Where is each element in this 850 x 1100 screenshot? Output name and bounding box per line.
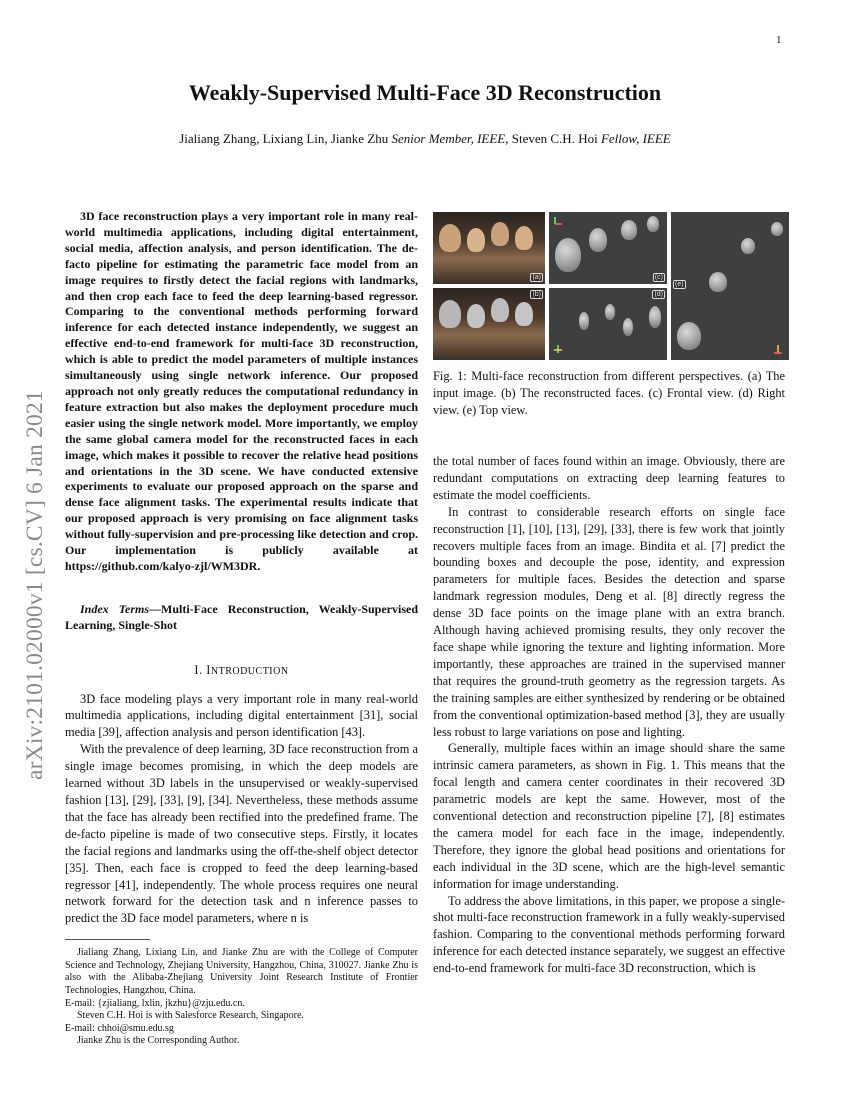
face-mesh (605, 304, 615, 320)
reconstructed-image (433, 288, 545, 360)
right-view (549, 288, 667, 360)
panel-label-a: (a) (532, 274, 541, 281)
footnote-line: Jialiang Zhang, Lixiang Lin, and Jianke Zhu are with the College of Computer Science and Technology, Zhejiang University, Hangzhou, China, 310027. Jianke Zhu is also with the Alibaba-Zhejiang University Joint Research Institute of Frontier Technologies, Hangzhou, China. (65, 947, 418, 997)
author-list (40, 131, 810, 147)
figure-1 (433, 212, 789, 362)
author-names-2: , Steven C.H. Hoi (505, 131, 601, 146)
axis-icon (553, 344, 563, 354)
panel-label-e: (e) (675, 281, 684, 288)
axis-icon (773, 344, 783, 354)
intro-paragraph: 3D face modeling plays a very important role in many real-world multimedia applications, including digital entertainment [31], social media [39], affection analysis and person identification [43]. (65, 691, 418, 740)
face-photo (491, 222, 509, 246)
footnote (65, 947, 418, 1048)
index-terms-text: —Multi-Face Reconstruction, Weakly-Supervised Learning, Single-Shot (65, 601, 418, 632)
section-number: I. I (194, 662, 211, 677)
page-number: 1 (776, 34, 782, 46)
index-terms (65, 602, 418, 634)
author-names-1: Jialiang Zhang, Lixiang Lin, Jianke Zhu (179, 131, 392, 146)
section-heading (65, 662, 418, 681)
body-paragraph: Generally, multiple faces within an image should share the same intrinsic camera parameters, as shown in Fig. 1. This means that the focal length and camera center coordinates in their recovered 3D parametric models are kept the same. However, most of the conventional detection and reconstruction pipeline [7], [8] estimates the camera model for each face in the image, independently. Therefore, they ignore the global head positions and orientations for each individual in the 3D scene, which are the high-level semantic information for image understanding. (433, 741, 785, 891)
face-overlay (491, 298, 509, 322)
index-terms-label: Index Terms (80, 601, 150, 616)
face-mesh (555, 238, 581, 272)
author-role-1: Senior Member, IEEE (391, 131, 506, 146)
face-mesh (623, 318, 633, 336)
section-name: NTRODUCTION (210, 665, 289, 677)
top-view (671, 212, 789, 360)
face-mesh (621, 220, 637, 240)
face-mesh (649, 306, 661, 328)
face-photo (515, 226, 533, 250)
frontal-view (549, 212, 667, 284)
footnote-line: Steven C.H. Hoi is with Salesforce Research, Singapore. (77, 1010, 304, 1022)
face-mesh (741, 238, 755, 254)
face-mesh (579, 312, 589, 330)
input-image (433, 212, 545, 284)
face-overlay (467, 304, 485, 328)
abstract: 3D face reconstruction plays a very important role in many real-world multimedia applications, including digital entertainment, social media, affection analysis, and person identification. The de-facto pipeline for estimating the parametric face model from an image requires to firstly detect the facial regions with landmarks, and then crop each face to feed the deep learning-based regressor. Comparing to the conventional methods performing forward inference for each detected instance independently, we suggest an effective end-to-end framework for multi-face 3D reconstruction, which is able to predict the model parameters of multiple instances simultaneously using single network inference. Our proposed approach not only greatly reduces the computational redundancy in feature extraction but also makes the deployment procedure much easier using the single network model. More importantly, we employ the same global camera model for the reconstructed faces in each image, which makes it possible to recover the relative head positions and orientations in the 3D scene. We have conducted extensive experiments to evaluate our proposed approach on the sparse and dense face alignment tasks. The experimental results indicate that our proposed approach is very promising on face alignment tasks without fully-supervision and pre-processing like detection and crop. Our implementation is publicly available at https://github.com/kalyo-zjl/WM3DR. (65, 209, 418, 573)
panel-label-b: (b) (532, 291, 541, 298)
panel-label-c: (c) (654, 274, 663, 281)
face-mesh (677, 322, 701, 350)
body-paragraph: To address the above limitations, in this paper, we propose a single-shot multi-face reconstruction framework in a fully weakly-supervised fashion. Comparing to the conventional methods performing forward inference for each detected instance separately, we suggest an effective end-to-end framework for multi-face 3D reconstruction, which is (433, 893, 785, 976)
face-overlay (439, 300, 461, 328)
face-mesh (647, 216, 659, 232)
footnote-line: Jianke Zhu is the Corresponding Author. (77, 1035, 240, 1047)
body-paragraph: In contrast to considerable research efforts on single face reconstruction [1], [10], [13], [29], [33], there is few work that jointly recovers multiple faces from an image. Bindita et al. [7] predict the bounding boxes and decouple the pose, identity, and expression parameters for multiple faces. Besides the detection and sparse landmark regression modules, Deng et al. [8] directly regress the dense 3D face points on the image plane with an extra branch. Although having achieved promising results, they only recover the face shape while ignoring the texture and lighting information. More importantly, these approaches are trained in the supervised manner that requires the ground-truth geometry as the regression targets. As the training samples are either synthesized by rendering or be obtained from the conventional optimization-based method [3], they are usually less robust to large variations on pose and lighting. (433, 504, 785, 739)
author-role-2: Fellow, IEEE (600, 131, 671, 146)
intro-paragraph: With the prevalence of deep learning, 3D face reconstruction from a single image becomes promising, in which the deep models are learned without 3D labels in the unsupervised or weakly-supervised fashion [13], [29], [33], [9], [34]. Nevertheless, these methods assume that the face has already been rectified into the predefined frame. The de-facto pipeline is made of two consecutive steps. Firstly, it locates the facial regions and landmarks using the off-the-shelf object detector [35]. Then, each face is cropped to feed the deep learning-based regressor [41], independently. The whole process requires one neural network forward for the detection task and n inference passes to predict the 3D face model parameters, where n is (65, 742, 418, 926)
footnote-rule (65, 939, 150, 940)
left-column (65, 209, 418, 1048)
footnote-line: E-mail: chhoi@smu.edu.sg (65, 1022, 174, 1034)
footnote-line: E-mail: {zjialiang, lxlin, jkzhu}@zju.edu.cn. (65, 997, 245, 1009)
axis-icon (553, 216, 563, 226)
paper-title: Weakly-Supervised Multi-Face 3D Reconstruction (188, 80, 662, 105)
arxiv-identifier: arXiv:2101.02000v1 [cs.CV] 6 Jan 2021 (22, 390, 48, 780)
right-column (433, 453, 785, 977)
face-overlay (515, 302, 533, 326)
face-photo (467, 228, 485, 252)
face-photo (439, 224, 461, 252)
panel-label-d: (d) (654, 291, 663, 298)
face-mesh (771, 222, 783, 236)
body-paragraph: the total number of faces found within an image. Obviously, there are redundant computations on extracting deep learning features to estimate the model coefficients. (433, 454, 785, 502)
figure-caption: Fig. 1: Multi-face reconstruction from different perspectives. (a) The input image. (b) The reconstructed faces. (c) Frontal view. (d) Right view. (e) Top view. (433, 369, 785, 417)
face-mesh (589, 228, 607, 252)
face-mesh (709, 272, 727, 292)
